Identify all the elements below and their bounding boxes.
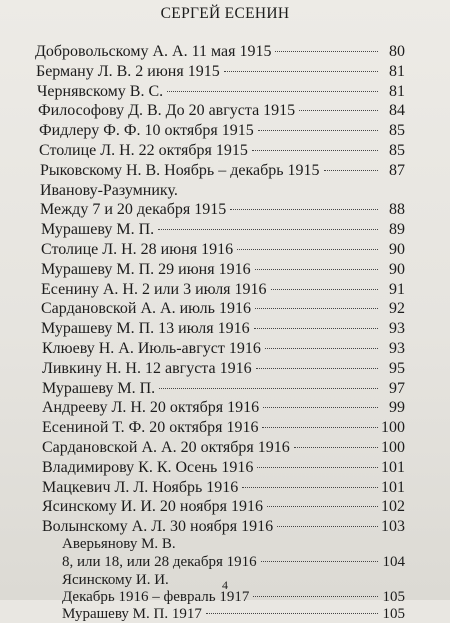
toc-entry-title: Аверьянову М. В. [62, 536, 176, 552]
toc-entry-title: Ливкину Н. Н. 12 августа 1916 [42, 359, 252, 377]
toc-entry-page: 101 [381, 458, 405, 476]
toc-entry-page: 89 [389, 221, 405, 239]
toc-entry-title: Столице Л. Н. 28 июня 1916 [41, 241, 234, 258]
toc-entry-title: Между 7 и 20 декабря 1915 [40, 201, 227, 219]
toc-leader [167, 91, 378, 92]
toc-entry-page: 87 [389, 161, 405, 179]
toc-entry [42, 517, 405, 536]
toc-entry-page: 90 [389, 241, 405, 258]
toc-entry [41, 319, 405, 338]
toc-leader [224, 71, 378, 72]
toc-leader [275, 51, 378, 52]
toc-entry-page: 105 [382, 589, 405, 605]
toc-entry-title: Мурашеву М. П. [41, 221, 155, 239]
toc-leader [237, 249, 378, 250]
toc-entry-page: 81 [389, 82, 405, 100]
toc-entry-title: Волынскому А. Л. 30 ноября 1916 [42, 518, 274, 536]
toc-entry [41, 280, 405, 299]
toc-entry-title: Фидлеру Ф. Ф. 10 октября 1915 [39, 122, 254, 140]
toc-entry [42, 478, 405, 497]
toc-entry-page: 99 [389, 399, 405, 417]
toc-entry-page: 91 [389, 280, 405, 298]
toc-entry-title: Андрееву Л. Н. 20 октября 1916 [42, 399, 260, 417]
toc-leader [256, 368, 378, 369]
toc-leader [294, 447, 378, 448]
toc-entry-title: Сардановской А. А. июль 1916 [41, 300, 251, 318]
toc-entry-title: Иванову-Разумнику. [40, 181, 178, 199]
toc-leader [242, 487, 378, 488]
toc-leader [271, 289, 378, 290]
toc-entry-title: Мацкевич Л. Л. Ноябрь 1916 [42, 478, 239, 496]
toc-entry [42, 379, 405, 398]
toc-leader [253, 596, 378, 597]
toc-entry-page: 85 [389, 122, 405, 140]
toc-leader [277, 526, 378, 527]
toc-entry [41, 240, 405, 259]
toc-entry [42, 438, 405, 457]
toc-entry-title: Сардановской А. А. 20 октября 1916 [42, 439, 290, 456]
toc-entry-title: Ясинскому И. И. [62, 572, 169, 588]
toc-entry-title: Мурашеву М. П. 1917 [62, 606, 202, 622]
toc-leader [255, 269, 378, 270]
toc-entry [38, 101, 405, 120]
toc-entry [41, 299, 405, 318]
toc-entry-page: 102 [381, 498, 405, 516]
toc-entry-page: 92 [389, 300, 405, 318]
toc-entry-page: 81 [389, 62, 405, 80]
toc-entry [62, 536, 405, 553]
toc-entry [42, 418, 405, 437]
toc-entry-page: 100 [381, 439, 405, 456]
toc-leader [206, 613, 378, 614]
toc-leader [252, 150, 378, 151]
toc-entry [39, 141, 405, 160]
toc-entry-page: 90 [389, 260, 405, 278]
toc-entry-page: 80 [389, 43, 405, 60]
running-header: СЕРГЕЙ ЕСЕНИН [160, 5, 290, 22]
toc-entry [41, 260, 405, 279]
toc-entry [40, 161, 405, 180]
toc-leader [158, 229, 378, 230]
toc-entry-page: 93 [389, 340, 405, 357]
toc-leader [254, 328, 378, 329]
toc-leader [255, 308, 378, 309]
page-number: 4 [222, 578, 228, 592]
toc-entry-title: Мурашеву М. П. 13 июля 1916 [41, 320, 250, 338]
toc-leader [265, 348, 378, 349]
toc-entry-page: 95 [389, 359, 405, 377]
toc-entry-page: 101 [381, 478, 405, 496]
toc-entry-page: 103 [381, 518, 405, 536]
toc-entry-title: Владимирову К. К. Осень 1916 [42, 458, 254, 476]
toc-entry-title: Чернявскому В. С. [37, 82, 164, 100]
toc-entry-page: 100 [381, 419, 405, 437]
toc-entry-page: 105 [382, 606, 405, 622]
toc-entry-page: 97 [389, 379, 405, 397]
toc-entry-title: Столице Л. Н. 22 октября 1915 [39, 142, 248, 159]
toc-entry [36, 62, 405, 81]
toc-entry [42, 458, 405, 477]
toc-entry-title: Мурашеву М. П. 29 июня 1916 [41, 260, 251, 278]
toc-entry-title: Клюеву Н. А. Июль-август 1916 [42, 340, 261, 357]
toc-leader [324, 170, 378, 171]
toc-entry-page: 104 [382, 554, 405, 570]
toc-entry [35, 42, 405, 61]
toc-entry-page: 85 [389, 142, 405, 159]
toc-entry [37, 82, 405, 101]
toc-entry [42, 339, 405, 358]
toc-entry [39, 121, 405, 140]
toc-entry [40, 181, 405, 200]
toc-leader [159, 388, 378, 389]
toc-entry-page: 93 [389, 320, 405, 338]
toc-entry [42, 398, 405, 417]
toc-leader [267, 506, 378, 507]
toc-entry-title: Берману Л. В. 2 июня 1915 [36, 62, 220, 80]
toc-entry-page: 88 [389, 201, 405, 219]
toc-entry-title: Мурашеву М. П. [42, 379, 156, 397]
toc-entry [62, 606, 405, 623]
toc-entry-title: Есениной Т. Ф. 20 октября 1916 [42, 419, 259, 437]
toc-entry [62, 554, 405, 571]
toc-entry-title: Добровольскому А. А. 11 мая 1915 [35, 43, 272, 60]
toc-entry-title: Есенину А. Н. 2 или 3 июля 1916 [41, 280, 267, 298]
toc-leader [299, 110, 378, 111]
toc-entry-title: Рыковскому Н. В. Ноябрь – декабрь 1915 [40, 161, 320, 179]
toc-entry-title: Философову Д. В. До 20 августа 1915 [38, 102, 296, 120]
toc-entry-title: 8, или 18, или 28 декабря 1916 [62, 554, 257, 570]
toc-leader [257, 467, 378, 468]
toc-entry [40, 200, 405, 219]
toc-leader [263, 407, 378, 408]
toc-entry-page: 84 [389, 102, 405, 120]
toc-entry [42, 359, 405, 378]
toc-entry [42, 497, 405, 516]
toc-entry-title: Декабрь 1916 – февраль 1917 [62, 589, 250, 605]
toc-leader [261, 561, 378, 562]
toc-entry [41, 220, 405, 239]
toc-leader [258, 130, 378, 131]
toc-leader [262, 427, 378, 428]
toc-entry-title: Ясинскому И. И. 20 ноября 1916 [42, 498, 264, 516]
toc-leader [230, 209, 378, 210]
